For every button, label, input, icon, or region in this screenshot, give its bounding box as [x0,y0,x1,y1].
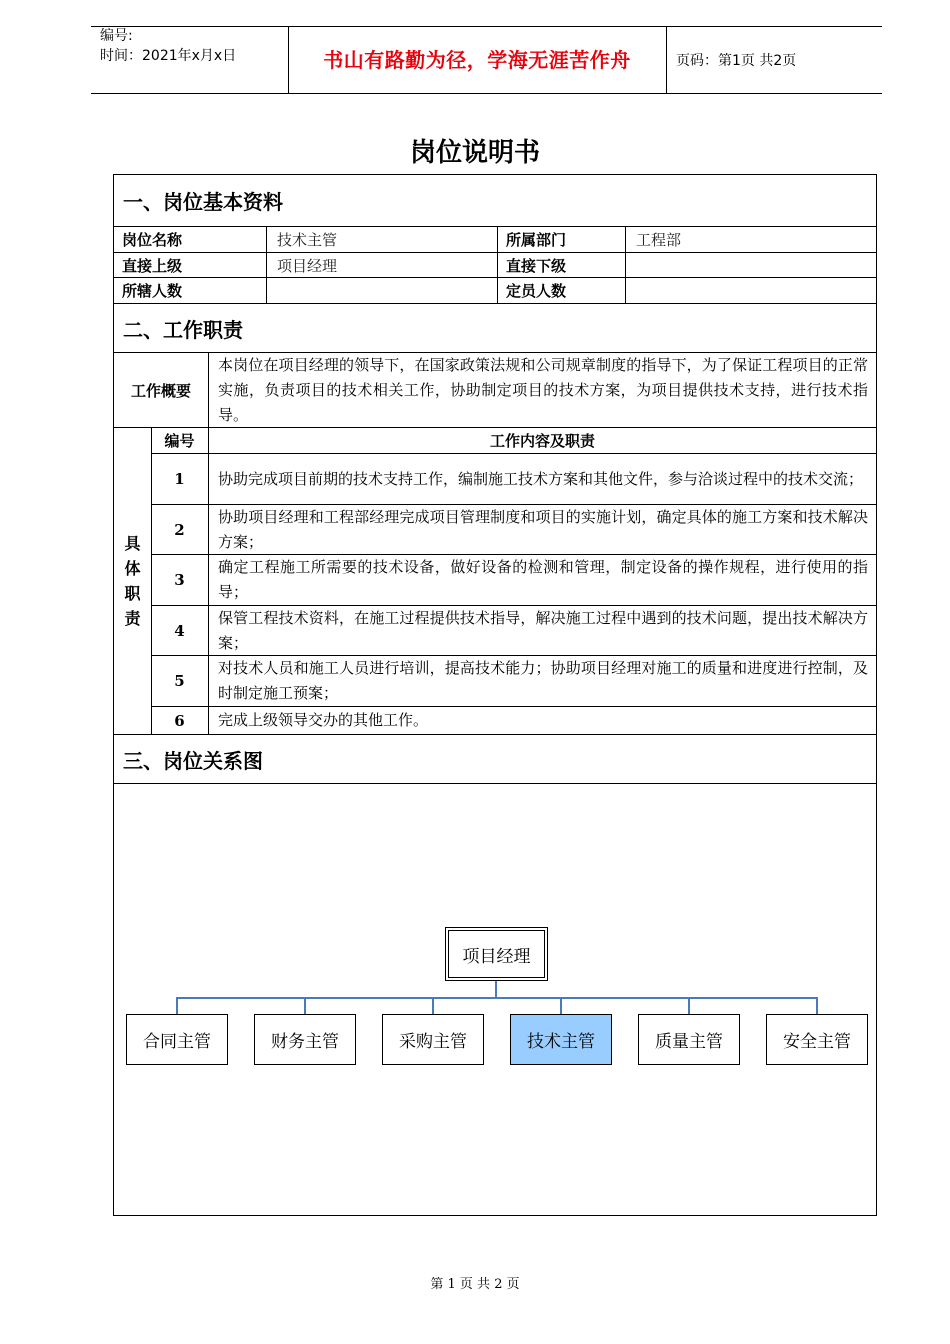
duty-row [151,454,876,505]
info-value [625,253,876,277]
section-heading-duties: 二、工作职责 [114,304,876,353]
header-bottom-rule [91,93,882,94]
duty-row [151,656,876,707]
section-heading-relationship: 三、岗位关系图 [114,734,876,784]
org-node-child: 合同主管 [126,1014,228,1065]
duty-text: 协助完成项目前期的技术支持工作，编制施工技术方案和其他文件，参与洽谈过程中的技术交流； [208,454,876,504]
org-connector [816,997,818,1014]
duty-text: 确定工程施工所需要的技术设备，做好设备的检测和管理，制定设备的操作规程，进行使用的指导； [208,555,876,605]
duties-header-row [151,428,876,454]
duty-row [151,505,876,555]
header-motto: 书山有路勤为径，学海无涯苦作舟 [323,48,631,72]
side-label-char: 职 [124,584,141,603]
org-connector [304,997,306,1014]
page-title: 岗位说明书 [409,138,540,168]
org-node-top-label: 项目经理 [448,930,545,978]
overview-text: 本岗位在项目经理的领导下，在国家政策法规和公司规章制度的指导下，为了保证工程项目的正常实施，负责项目的技术相关工作，协助制定项目的技术方案，为项目提供技术支持，进行技术指导。 [208,353,876,427]
duty-number: 2 [174,520,185,539]
info-row [114,227,876,253]
header-meta [100,26,236,66]
duty-text: 对技术人员和施工人员进行培训，提高技术能力；协助项目经理对施工的质量和进度进行控制，及时制定施工预案； [208,656,876,706]
info-label: 所辖人数 [122,282,183,300]
overview-label: 工作概要 [130,381,191,400]
info-label: 直接上级 [122,256,183,275]
side-label-char: 具 [124,534,141,553]
info-value [625,278,876,303]
info-label: 直接下级 [497,253,626,277]
col-header-content: 工作内容及职责 [208,428,876,453]
job-description-table [113,174,877,1216]
org-connector [560,997,562,1014]
col-header-no: 编号 [164,432,195,450]
overview-row [114,353,876,428]
info-row [114,253,876,278]
side-label-char: 体 [124,559,141,578]
duty-text: 协助项目经理和工程部经理完成项目管理制度和项目的实施计划，确定具体的施工方案和技术解决方案； [208,505,876,554]
info-value: 项目经理 [266,253,506,277]
org-node-child: 质量主管 [638,1014,740,1065]
org-node-child: 财务主管 [254,1014,356,1065]
serial-label: 编号: [100,28,133,44]
org-connector [688,997,690,1014]
info-label: 岗位名称 [122,231,183,249]
header-divider [666,26,667,93]
info-value [266,278,506,303]
duty-text: 完成上级领导交办的其他工作。 [208,707,876,734]
info-label: 所属部门 [497,227,626,252]
header-page-label: 页码：第1页 共2页 [676,53,797,69]
duty-row [151,606,876,656]
duties-side-label [114,428,151,734]
org-connector [432,997,434,1014]
org-connector [495,981,497,997]
duty-number: 3 [174,571,185,589]
org-node-child: 安全主管 [766,1014,868,1065]
info-value: 工程部 [625,227,876,252]
section-heading-basic-info: 一、岗位基本资料 [114,175,876,227]
info-label: 定员人数 [497,278,626,303]
info-value: 技术主管 [266,227,506,252]
duty-text: 保管工程技术资料，在施工过程提供技术指导，解决施工过程中遇到的技术问题，提出技术解决方案； [208,606,876,655]
org-connector [176,997,178,1014]
duty-number: 5 [174,672,185,690]
duty-number: 1 [174,470,185,488]
duty-row [151,707,876,734]
duty-number: 4 [174,621,185,640]
org-node-child: 采购主管 [382,1014,484,1065]
org-node-top [445,927,548,981]
duty-row [151,555,876,606]
page-footer: 第 1 页 共 2 页 [430,1277,520,1292]
time-label: 时间：2021年x月x日 [100,48,237,64]
org-node-child-highlighted: 技术主管 [510,1014,612,1065]
side-label-char: 责 [124,609,141,628]
info-row [114,278,876,304]
duty-number: 6 [174,711,185,730]
org-connector [176,997,818,999]
